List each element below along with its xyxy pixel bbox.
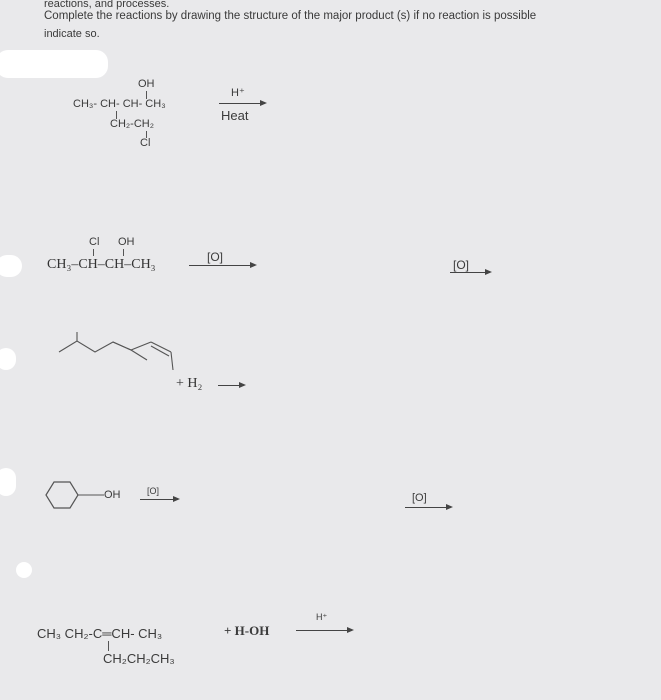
r2-hydroxyl: OH [118,236,135,248]
redaction-blob-4 [0,468,16,496]
r1-chlorine: Cl [140,137,151,149]
r2-second-reagent: [O] [453,258,470,272]
r2-reagent: [O] [207,250,224,264]
header-line-1: reactions, and processes. [44,0,170,10]
redaction-blob-2 [0,255,22,277]
r2-cl-bond [93,249,94,256]
redaction-blob-3 [0,348,16,370]
r5-catalyst: H⁺ [316,612,328,622]
r4-second-reagent: [O] [412,492,427,504]
r2-chlorine: Cl [89,236,100,248]
r3-arrow [218,385,244,386]
header-line-3: indicate so. [44,28,100,40]
r4-arrow [140,499,178,500]
r4-second-arrow [405,507,451,508]
redaction-blob-1 [0,50,108,78]
r3-alkene-structure [55,330,195,390]
r4-hydroxyl: OH [104,489,121,501]
r4-reagent: [O] [147,486,160,496]
r2-second-arrow [450,272,490,273]
r2-arrow [189,265,255,266]
r1-condition: Heat [221,108,249,123]
r1-arrow [219,103,265,104]
r1-main-chain: CH₃- CH- CH- CH₃ [73,98,166,110]
r1-hydroxyl: OH [138,78,155,90]
r5-branch: CH₂CH₂CH₃ [103,651,175,666]
r5-arrow [296,630,352,631]
r1-reagent: H⁺ [231,87,245,99]
instructions-text: Complete the reactions by drawing the structure of the major product (s) if no reaction is possible [44,10,537,22]
r5-water-reagent: + H-OH [224,623,270,638]
r3-reagent: + H₂ [176,376,203,391]
redaction-blob-5 [16,562,32,578]
r5-chain: CH₃ CH₂-C═CH- CH₃ [37,626,163,641]
r1-side-chain: CH₂-CH₂ [110,118,154,130]
r5-branch-bond [108,641,109,651]
r2-chain: CH₃–CH–CH–CH₃ [47,257,156,272]
r2-oh-bond [123,249,124,256]
